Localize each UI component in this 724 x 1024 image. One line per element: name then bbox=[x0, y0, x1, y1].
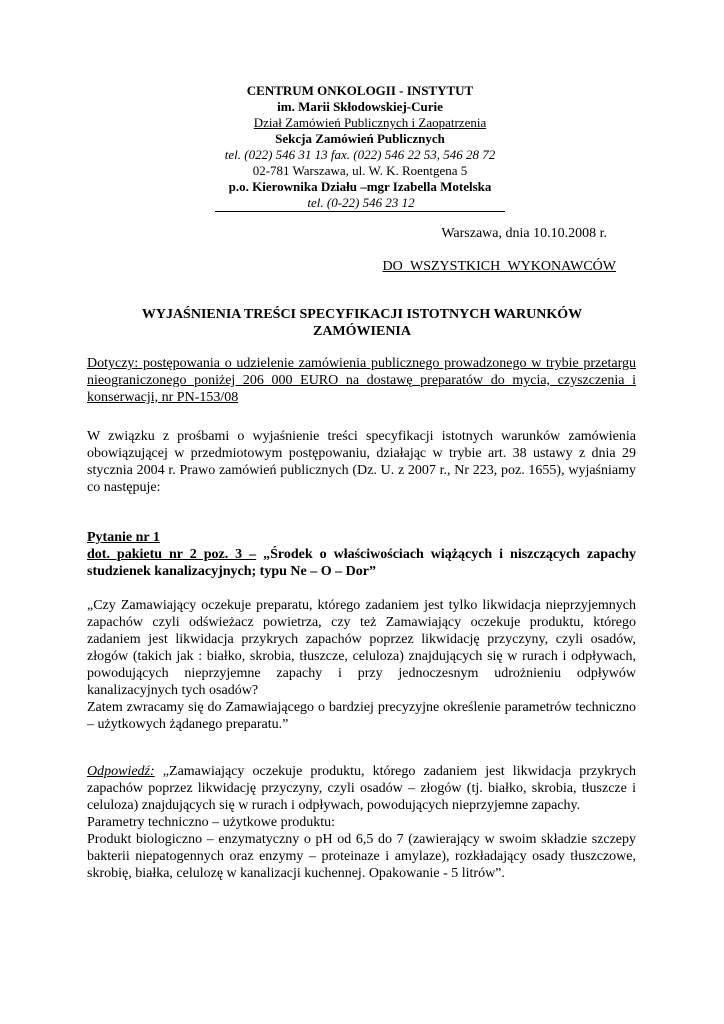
question-ref-rest: „Środek o właściwościach wiążących i niszczących zapachy studzienek kanalizacyjnych; typu Ne – O – Dor” bbox=[87, 547, 636, 579]
recipient: DO WSZYSTKICH WYKONAWCÓW bbox=[382, 259, 616, 274]
question-body bbox=[87, 597, 636, 733]
department-name: Dział Zamówień Publicznych i Zaopatrzenia bbox=[253, 115, 487, 130]
institution-name: CENTRUM ONKOLOGII - INSTYTUT bbox=[246, 83, 474, 98]
question-body-2: Zatem zwracamy się do Zamawiającego o bardziej precyzyjne określenie parametrów techniczno – użytkowych żądanego preparatu.” bbox=[87, 700, 636, 732]
intro-paragraph: W związku z prośbami o wyjaśnienie treści specyfikacji istotnych warunków zamówienia obowiązującej w przedmiotowym postępowaniu, działając w trybie art. 38 ustawy z dnia 29 stycznia 2004 r. Prawo zamówień publicznych (Dz. U. z 2007 r., Nr 223, poz. 1655), wyjaśniamy co następuje: bbox=[87, 429, 636, 495]
head-phone-text: tel. (0-22) 546 23 12 bbox=[307, 195, 415, 210]
answer-text-3: Produkt biologiczno – enzymatyczny o pH od 6,5 do 7 (zawierający w swoim składzie szczepy bakterii niepatogennych oraz enzymy – proteinaze i amylaze), rozkładający osady tłuszczowe, skrobię, białka, celulozę w kanalizacji kuchennej. Opakowanie - 5 litrów”. bbox=[87, 832, 636, 881]
head-phone-line bbox=[120, 195, 600, 212]
phone-fax: tel. (022) 546 31 13 fax. (022) 546 22 53, 546 28 72 bbox=[224, 147, 496, 162]
answer-body bbox=[87, 763, 636, 882]
document-title bbox=[110, 306, 614, 340]
head-phone bbox=[215, 195, 504, 212]
institution-patron: im. Marii Skłodowskiej-Curie bbox=[277, 99, 443, 114]
head-person: p.o. Kierownika Działu –mgr Izabella Motelska bbox=[228, 179, 492, 194]
concerns-paragraph: Dotyczy: postępowania o udzielenie zamówienia publicznego prowadzonego w trybie przetargu nieograniczonego poniżej 206 000 EURO na dostawę preparatów do mycia, czyszczenia i konserwacji, nr PN-153/08 bbox=[87, 356, 636, 405]
question-reference bbox=[87, 546, 636, 580]
answer-intro bbox=[87, 763, 636, 814]
question-ref-underlined: dot. pakietu nr 2 poz. 3 – bbox=[87, 547, 257, 562]
section-name: Sekcja Zamówień Publicznych bbox=[275, 131, 445, 146]
letterhead bbox=[120, 83, 600, 212]
answer-text-2: Parametry techniczno – użytkowe produktu: bbox=[87, 815, 336, 830]
question-label: Pytanie nr 1 bbox=[87, 530, 160, 545]
letter-date: Warszawa, dnia 10.10.2008 r. bbox=[441, 226, 607, 241]
title-line-1: WYJAŚNIENIA TREŚCI SPECYFIKACJI ISTOTNYCH WARUNKÓW bbox=[141, 307, 583, 322]
question-heading bbox=[87, 529, 636, 580]
answer-text-1: „Zamawiający oczekuje produktu, którego zadaniem jest likwidacja przykrych zapachów poprzez likwidację przyczyny, czyli osadów – złogów (tj. białko, skrobia, tłuszcze i celuloza) znajdujących się w rurach i odpływach, powodujących nieprzyjemne zapachy. bbox=[87, 764, 636, 813]
answer-label: Odpowiedź: bbox=[87, 764, 155, 779]
title-line-2: ZAMÓWIENIA bbox=[312, 324, 411, 339]
address: 02-781 Warszawa, ul. W. K. Roentgena 5 bbox=[252, 163, 468, 178]
question-body-1: „Czy Zamawiający oczekuje preparatu, którego zadaniem jest tylko likwidacja nieprzyjemnych zapachów czyli odświeżacz powietrza, czy też Zamawiający oczekuje produktu, którego zadaniem jest likwidacja przykrych zapachów poprzez likwidację przyczyny, czyli osadów, złogów (takich jak : białko, skrobia, tłuszcze, celuloza) znajdujących się w rurach i odpływach, powodujących nieprzyjemne zapachy i przy jednoczesnym udrożnieniu odpływów kanalizacyjnych tych osadów? bbox=[87, 598, 636, 698]
